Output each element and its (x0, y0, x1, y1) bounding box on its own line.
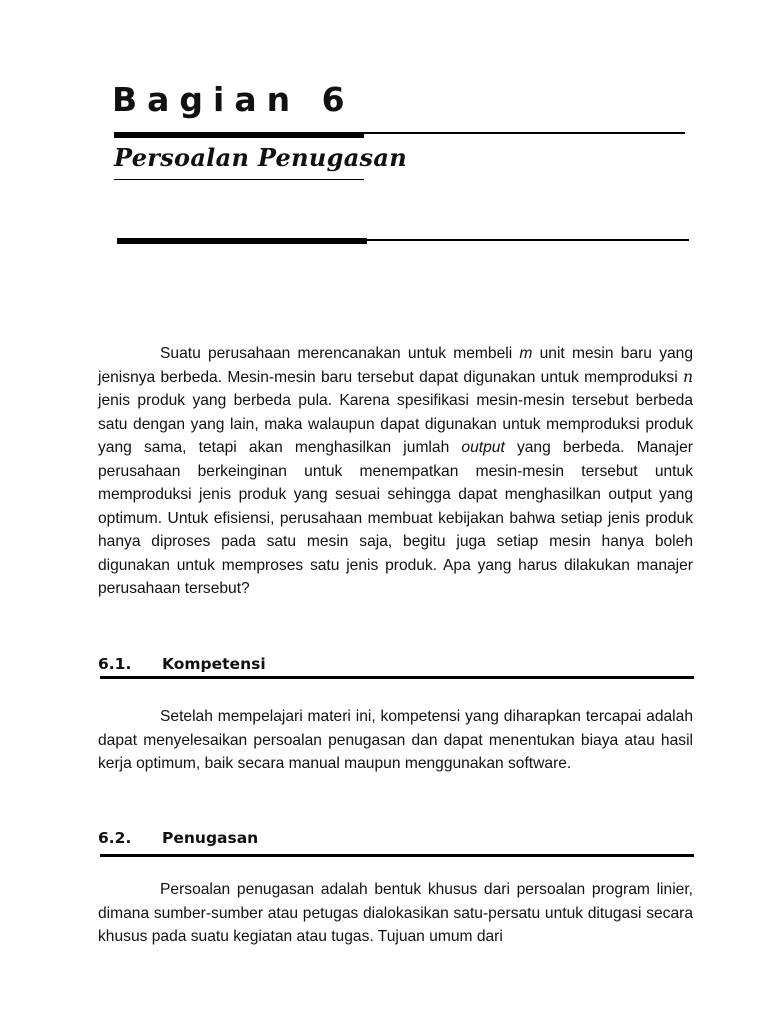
variable-m: m (519, 345, 533, 362)
chapter-title: Persoalan Penugasan (114, 143, 407, 172)
chapter-label: Bagian 6 (112, 80, 355, 119)
section-underline (100, 676, 694, 679)
section-title: Penugasan (162, 829, 259, 847)
heading-rule-thick-bottom (117, 238, 367, 244)
kompetensi-paragraph: Setelah mempelajari materi ini, kompetensi yang diharapkan tercapai adalah dapat menyelesaikan persoalan penugasan dan dapat menentukan biaya atau hasil kerja optimum, baik secara manual maupun menggunakan software. (98, 708, 693, 772)
heading-rule-thin-top (364, 132, 685, 134)
term-output: output (461, 439, 505, 456)
intro-paragraph: Suatu perusahaan merencanakan untuk membeli m unit mesin baru yang jenisnya berbeda. Mesin-mesin baru tersebut dapat digunakan untuk memproduksi n jenis produk yang berbeda pula. Karena spesifikasi mesin-mesin tersebut berbeda satu dengan yang lain, maka walaupun dapat digunakan untuk memproduksi produk yang sama, tetapi akan menghasilkan jumlah output yang berbeda. Manajer perusahaan berkeinginan untuk menempatkan mesin-mesin tersebut untuk memproduksi jenis produk yang sesuai sehingga dapat menghasilkan output yang optimum. Untuk efisiensi, perusahaan membuat kebijakan bahwa setiap jenis produk hanya diproses pada satu mesin saja, begitu juga setiap mesin hanya boleh digunakan untuk memproses satu jenis produk. Apa yang harus dilakukan manajer perusahaan tersebut? (98, 345, 694, 597)
title-underline (114, 179, 364, 180)
variable-n: n (682, 367, 693, 386)
section-heading-kompetensi (98, 653, 266, 675)
section-title: Kompetensi (162, 655, 266, 673)
heading-rule-thick-top (114, 132, 364, 138)
section-number: 6.2. (98, 829, 132, 847)
heading-rule-thin-bottom (367, 239, 689, 241)
section-number: 6.1. (98, 655, 132, 673)
section-heading-penugasan (98, 827, 258, 849)
section-underline (100, 854, 694, 857)
penugasan-paragraph: Persoalan penugasan adalah bentuk khusus dari persoalan program linier, dimana sumber-sumber atau petugas dialokasikan satu-persatu untuk ditugasi secara khusus pada suatu kegiatan atau tugas. Tujuan umum dari (98, 881, 693, 945)
